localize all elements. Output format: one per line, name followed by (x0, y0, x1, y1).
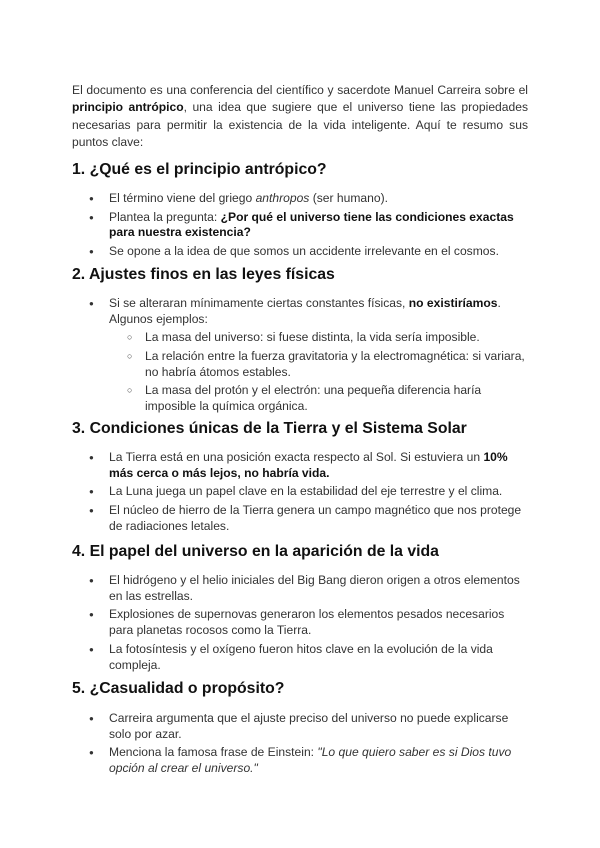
section-2-heading: 2. Ajustes finos en las leyes físicas (72, 266, 335, 283)
item-text: El núcleo de hierro de la Tierra genera un campo magnético que nos protege de radiaciones letales. (109, 502, 522, 533)
list-item (72, 711, 528, 743)
sub-list-item (72, 330, 528, 346)
list-item (72, 450, 528, 482)
list-item (72, 745, 528, 777)
list-item (72, 642, 528, 674)
list-item (72, 296, 528, 328)
item-text: Menciona la famosa frase de Einstein: (109, 745, 318, 760)
item-text: . Algunos ejemplos: (109, 296, 501, 326)
section-4-list (72, 573, 528, 676)
item-bold: ¿Por qué el universo tiene las condiciones exactas para nuestra existencia? (109, 209, 514, 240)
item-text: La relación entre la fuerza gravitatoria y la electromagnética: si variara, no habría átomos estables. (145, 348, 525, 379)
intro-text: El documento es una conferencia del científico y sacerdote Manuel Carreira sobre el (72, 83, 528, 97)
item-text: La masa del universo: si fuese distinta, la vida sería imposible. (145, 330, 480, 345)
section-3-list (72, 450, 528, 537)
section-5-list (72, 711, 528, 780)
intro-text-rest: , una idea que sugiere que el universo tiene las propiedades necesarias para permitir la existencia de la vida inteligente. Aquí te resumo sus puntos clave: (72, 100, 528, 150)
item-text: El término viene del griego (109, 191, 256, 205)
item-italic: anthropos (255, 191, 310, 205)
section-5-heading: 5. ¿Casualidad o propósito? (72, 680, 285, 697)
item-bold: 10% más cerca o más lejos, no habría vida. (109, 450, 508, 480)
list-item (72, 244, 528, 260)
list-item (72, 210, 528, 242)
list-item (72, 503, 528, 535)
intro-paragraph (72, 82, 528, 152)
section-3-heading: 3. Condiciones únicas de la Tierra y el Sistema Solar (72, 420, 467, 437)
sub-list-item (72, 383, 528, 415)
item-text: Plantea la pregunta: (109, 209, 221, 224)
intro-keyword: principio antrópico (72, 100, 184, 115)
section-2-list (72, 296, 528, 418)
item-text: La Luna juega un papel clave en la estabilidad del eje terrestre y el clima. (109, 484, 503, 499)
list-item (72, 607, 528, 639)
item-text: La fotosíntesis y el oxígeno fueron hitos clave en la evolución de la vida compleja. (109, 641, 493, 672)
list-item (72, 191, 528, 207)
item-text: La Tierra está en una posición exacta respecto al Sol. Si estuviera un (109, 450, 484, 464)
item-text: Si se alteraran mínimamente ciertas constantes físicas, (109, 296, 409, 310)
list-item (72, 484, 528, 500)
item-text: Se opone a la idea de que somos un accidente irrelevante en el cosmos. (109, 243, 499, 258)
item-bold: no existiríamos (408, 296, 498, 310)
item-text: El hidrógeno y el helio iniciales del Big Bang dieron origen a otros elementos en las estrellas. (109, 573, 520, 603)
section-1-list (72, 191, 528, 262)
item-text: Carreira argumenta que el ajuste preciso del universo no puede explicarse solo por azar. (109, 711, 509, 741)
list-item (72, 573, 528, 605)
item-text: La masa del protón y el electrón: una pequeña diferencia haría imposible la química orgánica. (145, 383, 482, 414)
section-1-heading: 1. ¿Qué es el principio antrópico? (72, 161, 327, 178)
sub-list-item (72, 349, 528, 381)
item-text: (ser humano). (309, 191, 388, 205)
item-quote: "Lo que quiero saber es si Dios tuvo opción al crear el universo." (109, 745, 512, 776)
section-4-heading: 4. El papel del universo en la aparición de la vida (72, 543, 439, 560)
item-text: Explosiones de supernovas generaron los elementos pesados necesarios para planetas rocosos como la Tierra. (109, 607, 505, 638)
